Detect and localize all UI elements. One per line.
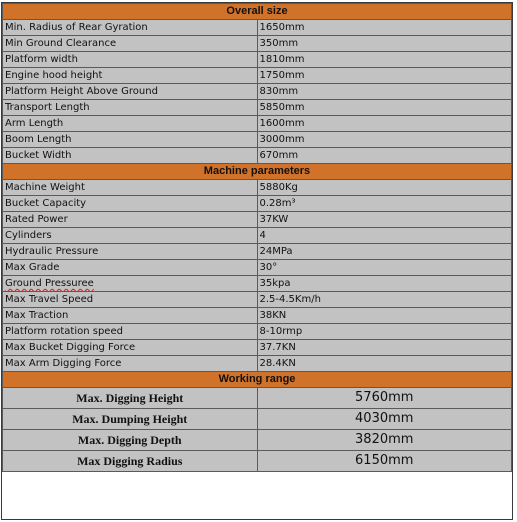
- spec-label: Boom Length: [3, 132, 258, 148]
- spec-label: Min. Radius of Rear Gyration: [3, 20, 258, 36]
- spec-label: Rated Power: [3, 212, 258, 228]
- table-row: [3, 276, 512, 292]
- spec-label: Bucket Capacity: [3, 196, 258, 212]
- spec-value: 24MPa: [257, 244, 512, 260]
- spec-label: Bucket Width: [3, 148, 258, 164]
- spec-value: 1600mm: [257, 116, 512, 132]
- table-row: [3, 340, 512, 356]
- spec-value: 30°: [257, 260, 512, 276]
- spec-label: Cylinders: [3, 228, 258, 244]
- table-row: [3, 20, 512, 36]
- table-row: [3, 430, 512, 451]
- spec-label: Max Arm Digging Force: [3, 356, 258, 372]
- section-header-overall-size: [3, 4, 512, 20]
- spec-label: Max Bucket Digging Force: [3, 340, 258, 356]
- spec-sheet: [1, 2, 513, 520]
- spellcheck-flagged-label: Ground Pressuree: [5, 278, 94, 289]
- spec-label: Min Ground Clearance: [3, 36, 258, 52]
- spec-label: Transport Length: [3, 100, 258, 116]
- spec-label: [3, 276, 258, 292]
- spec-label: Platform rotation speed: [3, 324, 258, 340]
- section-title: Working range: [3, 372, 512, 388]
- spec-value: 37KW: [257, 212, 512, 228]
- table-row: [3, 260, 512, 276]
- spec-value: 37.7KN: [257, 340, 512, 356]
- table-row: [3, 180, 512, 196]
- table-row: [3, 388, 512, 409]
- table-row: [3, 324, 512, 340]
- spec-value: 830mm: [257, 84, 512, 100]
- spec-label: Platform Height Above Ground: [3, 84, 258, 100]
- table-row: [3, 196, 512, 212]
- spec-value: 4030mm: [257, 409, 512, 430]
- spec-value: 5760mm: [257, 388, 512, 409]
- spec-value: 670mm: [257, 148, 512, 164]
- table-row: [3, 212, 512, 228]
- spec-value: 35kpa: [257, 276, 512, 292]
- spec-label: Max. Digging Depth: [3, 430, 258, 451]
- spec-label: Engine hood height: [3, 68, 258, 84]
- spec-label: Machine Weight: [3, 180, 258, 196]
- spec-value: 28.4KN: [257, 356, 512, 372]
- spec-value: 6150mm: [257, 451, 512, 472]
- spec-label: Max. Digging Height: [3, 388, 258, 409]
- table-row: [3, 100, 512, 116]
- section-header-machine-parameters: [3, 164, 512, 180]
- table-row: [3, 132, 512, 148]
- table-row: [3, 84, 512, 100]
- table-row: [3, 356, 512, 372]
- spec-label: Max Digging Radius: [3, 451, 258, 472]
- table-row: [3, 409, 512, 430]
- table-row: [3, 292, 512, 308]
- section-title: Machine parameters: [3, 164, 512, 180]
- spec-value: 8-10rmp: [257, 324, 512, 340]
- table-row: [3, 244, 512, 260]
- spec-label: Max. Dumping Height: [3, 409, 258, 430]
- spec-value: 350mm: [257, 36, 512, 52]
- spec-label: Max Traction: [3, 308, 258, 324]
- section-title: Overall size: [3, 4, 512, 20]
- table-row: [3, 451, 512, 472]
- table-row: [3, 68, 512, 84]
- table-row: [3, 148, 512, 164]
- spec-value: 5880Kg: [257, 180, 512, 196]
- spec-value: 3000mm: [257, 132, 512, 148]
- spec-value: 1650mm: [257, 20, 512, 36]
- table-row: [3, 116, 512, 132]
- spec-table: [2, 3, 512, 472]
- spec-label: Hydraulic Pressure: [3, 244, 258, 260]
- table-row: [3, 52, 512, 68]
- spec-label: Platform width: [3, 52, 258, 68]
- spec-label: Arm Length: [3, 116, 258, 132]
- spec-value: 38KN: [257, 308, 512, 324]
- spec-value: 2.5-4.5Km/h: [257, 292, 512, 308]
- spec-value: 3820mm: [257, 430, 512, 451]
- spec-label: Max Grade: [3, 260, 258, 276]
- spec-value: 5850mm: [257, 100, 512, 116]
- spec-value: 1750mm: [257, 68, 512, 84]
- table-row: [3, 308, 512, 324]
- spec-label: Max Travel Speed: [3, 292, 258, 308]
- spec-value: 1810mm: [257, 52, 512, 68]
- spec-value: 0.28m³: [257, 196, 512, 212]
- table-row: [3, 36, 512, 52]
- section-header-working-range: [3, 372, 512, 388]
- spec-value: 4: [257, 228, 512, 244]
- table-row: [3, 228, 512, 244]
